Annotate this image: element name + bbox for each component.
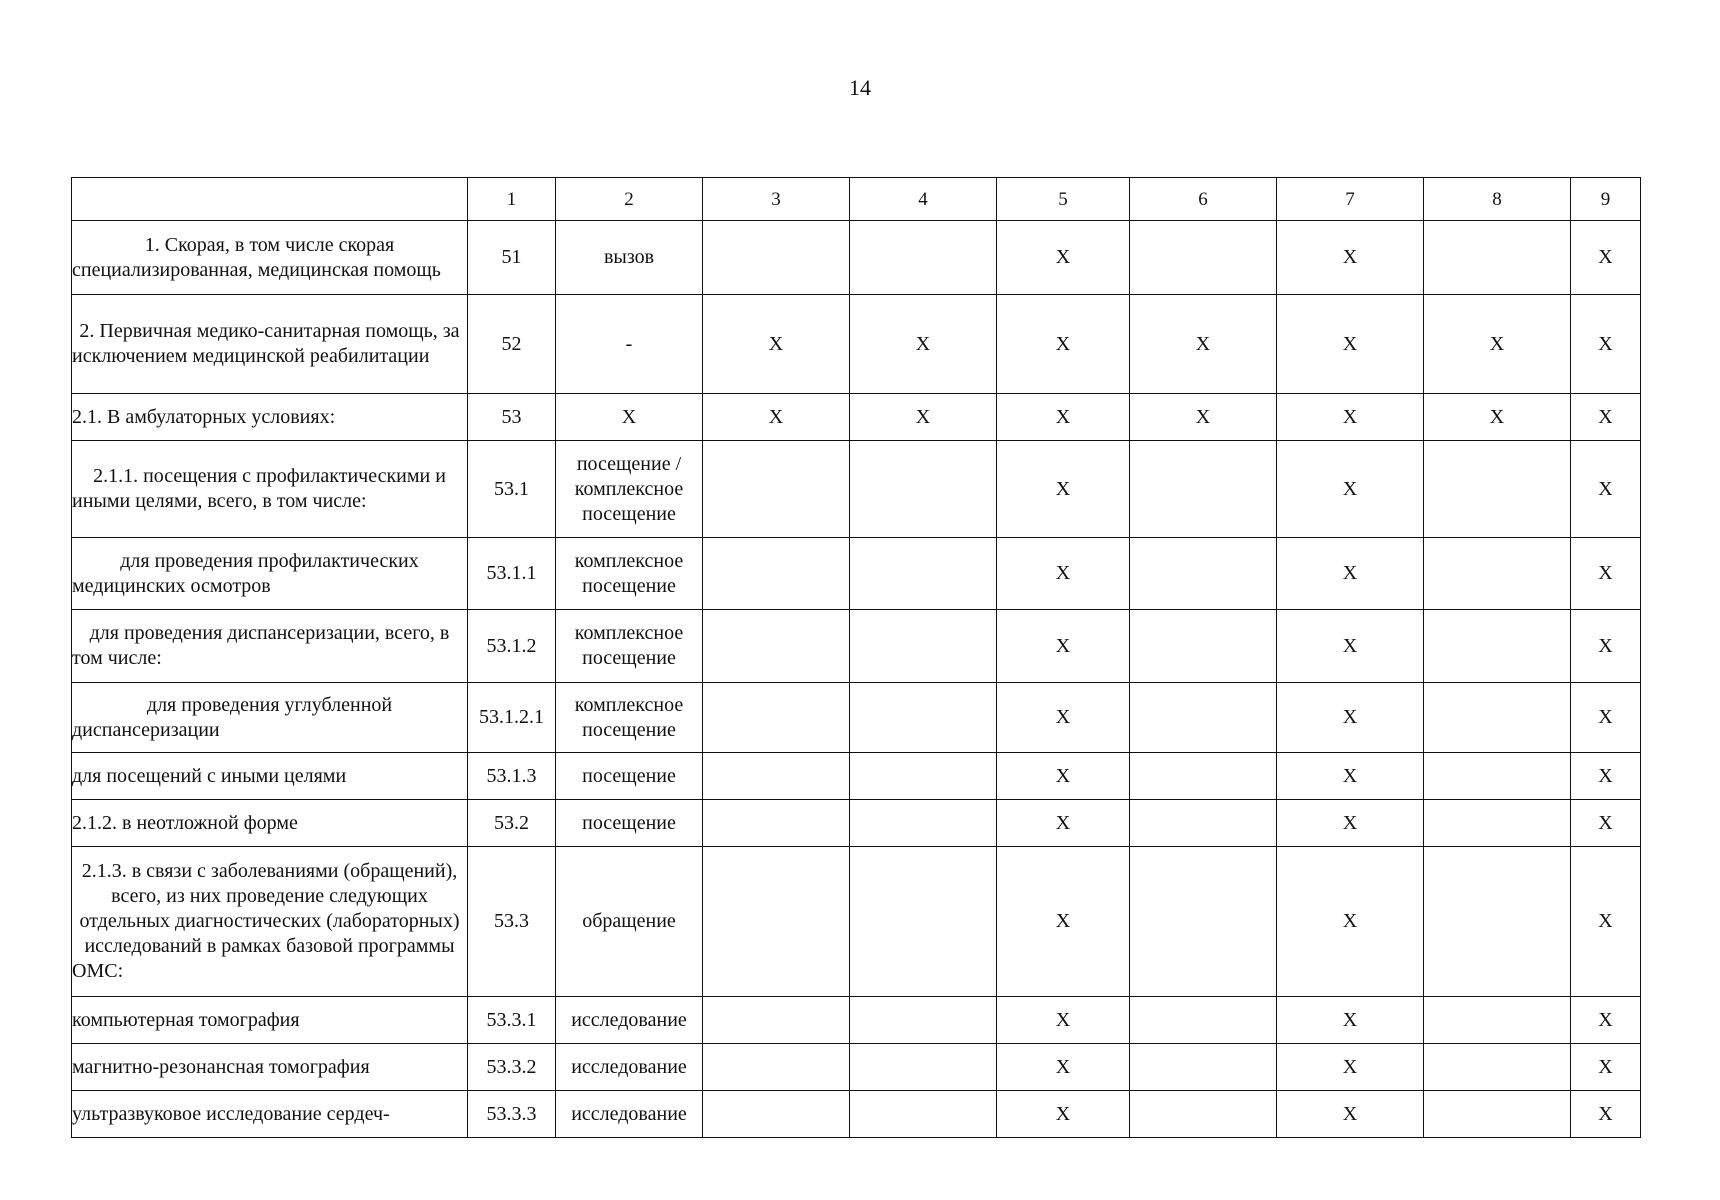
mark-cell xyxy=(1130,800,1277,847)
mark-cell xyxy=(1424,683,1571,753)
table-row xyxy=(72,295,1641,394)
row-unit-cell: посещение xyxy=(556,800,703,847)
mark-cell xyxy=(1424,538,1571,610)
row-unit-cell: обращение xyxy=(556,847,703,997)
row-name-cell: для проведения профилактических медицинских осмотров xyxy=(72,538,468,610)
row-unit-cell: комплексное посещение xyxy=(556,538,703,610)
mark-cell: X xyxy=(1277,441,1424,538)
mark-cell: X xyxy=(1424,394,1571,441)
row-code-cell: 53.3.3 xyxy=(468,1091,556,1138)
mark-cell: X xyxy=(1571,221,1641,295)
row-unit-cell: посещение xyxy=(556,753,703,800)
mark-cell: X xyxy=(1277,610,1424,683)
row-unit-cell: вызов xyxy=(556,221,703,295)
mark-cell: X xyxy=(1571,753,1641,800)
mark-cell xyxy=(1130,221,1277,295)
mark-cell xyxy=(1130,441,1277,538)
column-header: 6 xyxy=(1130,178,1277,221)
column-header: 9 xyxy=(1571,178,1641,221)
row-name-cell: для проведения углубленной диспансеризации xyxy=(72,683,468,753)
mark-cell xyxy=(850,847,997,997)
mark-cell: X xyxy=(997,1044,1130,1091)
row-code-cell: 53.1.1 xyxy=(468,538,556,610)
row-name-cell: компьютерная томография xyxy=(72,997,468,1044)
mark-cell xyxy=(703,997,850,1044)
table-row xyxy=(72,538,1641,610)
row-name-cell: для проведения диспансеризации, всего, в том числе: xyxy=(72,610,468,683)
mark-cell: X xyxy=(997,221,1130,295)
mark-cell: X xyxy=(1571,441,1641,538)
table-row xyxy=(72,441,1641,538)
mark-cell xyxy=(1424,610,1571,683)
mark-cell: X xyxy=(997,753,1130,800)
column-header: 2 xyxy=(556,178,703,221)
mark-cell: X xyxy=(1571,800,1641,847)
mark-cell: X xyxy=(997,538,1130,610)
mark-cell: X xyxy=(1571,295,1641,394)
row-name-cell: 2.1.2. в неотложной форме xyxy=(72,800,468,847)
row-name-cell: 2.1.3. в связи с заболеваниями (обращений), всего, из них проведение следующих отдельных диагностических (лабораторных) исследований в рамках базовой программы ОМС: xyxy=(72,847,468,997)
mark-cell: X xyxy=(1277,1091,1424,1138)
mark-cell xyxy=(703,847,850,997)
row-code-cell: 53.1.3 xyxy=(468,753,556,800)
row-name-cell: магнитно-резонансная томография xyxy=(72,1044,468,1091)
column-header: 4 xyxy=(850,178,997,221)
table-row xyxy=(72,683,1641,753)
row-name-cell: 2. Первичная медико-санитарная помощь, за исключением медицинской реабилитации xyxy=(72,295,468,394)
mark-cell xyxy=(1130,1091,1277,1138)
mark-cell: X xyxy=(850,295,997,394)
mark-cell xyxy=(1130,997,1277,1044)
column-header: 3 xyxy=(703,178,850,221)
mark-cell: X xyxy=(1277,394,1424,441)
row-unit-cell: исследование xyxy=(556,1044,703,1091)
mark-cell xyxy=(703,538,850,610)
mark-cell xyxy=(1424,221,1571,295)
mark-cell: X xyxy=(997,1091,1130,1138)
mark-cell: X xyxy=(1277,295,1424,394)
mark-cell: X xyxy=(1571,997,1641,1044)
mark-cell: X xyxy=(997,800,1130,847)
table-row xyxy=(72,800,1641,847)
page-number: 14 xyxy=(849,75,871,100)
mark-cell: X xyxy=(1277,221,1424,295)
mark-cell: X xyxy=(997,295,1130,394)
mark-cell xyxy=(703,753,850,800)
data-table xyxy=(71,177,1641,1138)
mark-cell: X xyxy=(1424,295,1571,394)
row-code-cell: 53 xyxy=(468,394,556,441)
mark-cell xyxy=(850,683,997,753)
mark-cell xyxy=(703,441,850,538)
mark-cell: X xyxy=(997,394,1130,441)
table-row xyxy=(72,847,1641,997)
row-unit-cell: комплексное посещение xyxy=(556,610,703,683)
mark-cell xyxy=(850,610,997,683)
row-code-cell: 53.1 xyxy=(468,441,556,538)
mark-cell xyxy=(850,441,997,538)
mark-cell xyxy=(850,221,997,295)
column-header: 1 xyxy=(468,178,556,221)
mark-cell xyxy=(1130,683,1277,753)
mark-cell: X xyxy=(1277,1044,1424,1091)
mark-cell xyxy=(1424,997,1571,1044)
row-code-cell: 53.2 xyxy=(468,800,556,847)
mark-cell xyxy=(1424,753,1571,800)
mark-cell xyxy=(1130,753,1277,800)
mark-cell: X xyxy=(1277,847,1424,997)
mark-cell: X xyxy=(997,847,1130,997)
row-code-cell: 52 xyxy=(468,295,556,394)
mark-cell: X xyxy=(1277,538,1424,610)
mark-cell xyxy=(1130,847,1277,997)
mark-cell: X xyxy=(997,441,1130,538)
mark-cell xyxy=(703,221,850,295)
table-row xyxy=(72,997,1641,1044)
mark-cell: X xyxy=(1277,800,1424,847)
mark-cell: X xyxy=(1130,295,1277,394)
mark-cell xyxy=(850,538,997,610)
mark-cell: X xyxy=(1130,394,1277,441)
mark-cell xyxy=(703,800,850,847)
mark-cell xyxy=(703,1044,850,1091)
row-code-cell: 53.1.2 xyxy=(468,610,556,683)
mark-cell xyxy=(850,1044,997,1091)
mark-cell: X xyxy=(1571,1044,1641,1091)
mark-cell xyxy=(1130,610,1277,683)
row-unit-cell: - xyxy=(556,295,703,394)
mark-cell xyxy=(1130,1044,1277,1091)
table-row xyxy=(72,394,1641,441)
table-row xyxy=(72,221,1641,295)
mark-cell: X xyxy=(703,394,850,441)
row-unit-cell: комплексное посещение xyxy=(556,683,703,753)
row-unit-cell: X xyxy=(556,394,703,441)
mark-cell: X xyxy=(1571,1091,1641,1138)
mark-cell xyxy=(1130,538,1277,610)
mark-cell: X xyxy=(703,295,850,394)
row-name-cell: 2.1. В амбулаторных условиях: xyxy=(72,394,468,441)
header-row xyxy=(72,178,1641,221)
row-code-cell: 53.1.2.1 xyxy=(468,683,556,753)
mark-cell xyxy=(1424,1044,1571,1091)
mark-cell xyxy=(850,997,997,1044)
table-row xyxy=(72,753,1641,800)
mark-cell: X xyxy=(850,394,997,441)
column-header xyxy=(72,178,468,221)
row-name-cell: для посещений с иными целями xyxy=(72,753,468,800)
row-name-cell: 2.1.1. посещения с профилактическими и иными целями, всего, в том числе: xyxy=(72,441,468,538)
mark-cell xyxy=(1424,800,1571,847)
mark-cell: X xyxy=(1277,997,1424,1044)
table-row xyxy=(72,1091,1641,1138)
mark-cell xyxy=(850,800,997,847)
mark-cell: X xyxy=(997,997,1130,1044)
row-code-cell: 53.3.2 xyxy=(468,1044,556,1091)
mark-cell xyxy=(703,610,850,683)
mark-cell xyxy=(1424,847,1571,997)
mark-cell: X xyxy=(1571,683,1641,753)
column-header: 7 xyxy=(1277,178,1424,221)
row-unit-cell: исследование xyxy=(556,1091,703,1138)
mark-cell: X xyxy=(1571,610,1641,683)
mark-cell xyxy=(1424,1091,1571,1138)
mark-cell: X xyxy=(1571,538,1641,610)
row-code-cell: 51 xyxy=(468,221,556,295)
mark-cell: X xyxy=(1571,394,1641,441)
column-header: 8 xyxy=(1424,178,1571,221)
table-body xyxy=(72,221,1641,1138)
mark-cell: X xyxy=(1571,847,1641,997)
row-unit-cell: исследование xyxy=(556,997,703,1044)
row-name-cell: ультразвуковое исследование сердеч- xyxy=(72,1091,468,1138)
mark-cell xyxy=(850,1091,997,1138)
mark-cell xyxy=(1424,441,1571,538)
mark-cell xyxy=(850,753,997,800)
mark-cell: X xyxy=(1277,753,1424,800)
mark-cell: X xyxy=(1277,683,1424,753)
row-code-cell: 53.3 xyxy=(468,847,556,997)
column-header: 5 xyxy=(997,178,1130,221)
table-row xyxy=(72,610,1641,683)
mark-cell: X xyxy=(997,610,1130,683)
row-code-cell: 53.3.1 xyxy=(468,997,556,1044)
mark-cell: X xyxy=(997,683,1130,753)
mark-cell xyxy=(703,1091,850,1138)
mark-cell xyxy=(703,683,850,753)
row-name-cell: 1. Скорая, в том числе скорая специализированная, медицинская помощь xyxy=(72,221,468,295)
row-unit-cell: посещение / комплексное посещение xyxy=(556,441,703,538)
table-row xyxy=(72,1044,1641,1091)
